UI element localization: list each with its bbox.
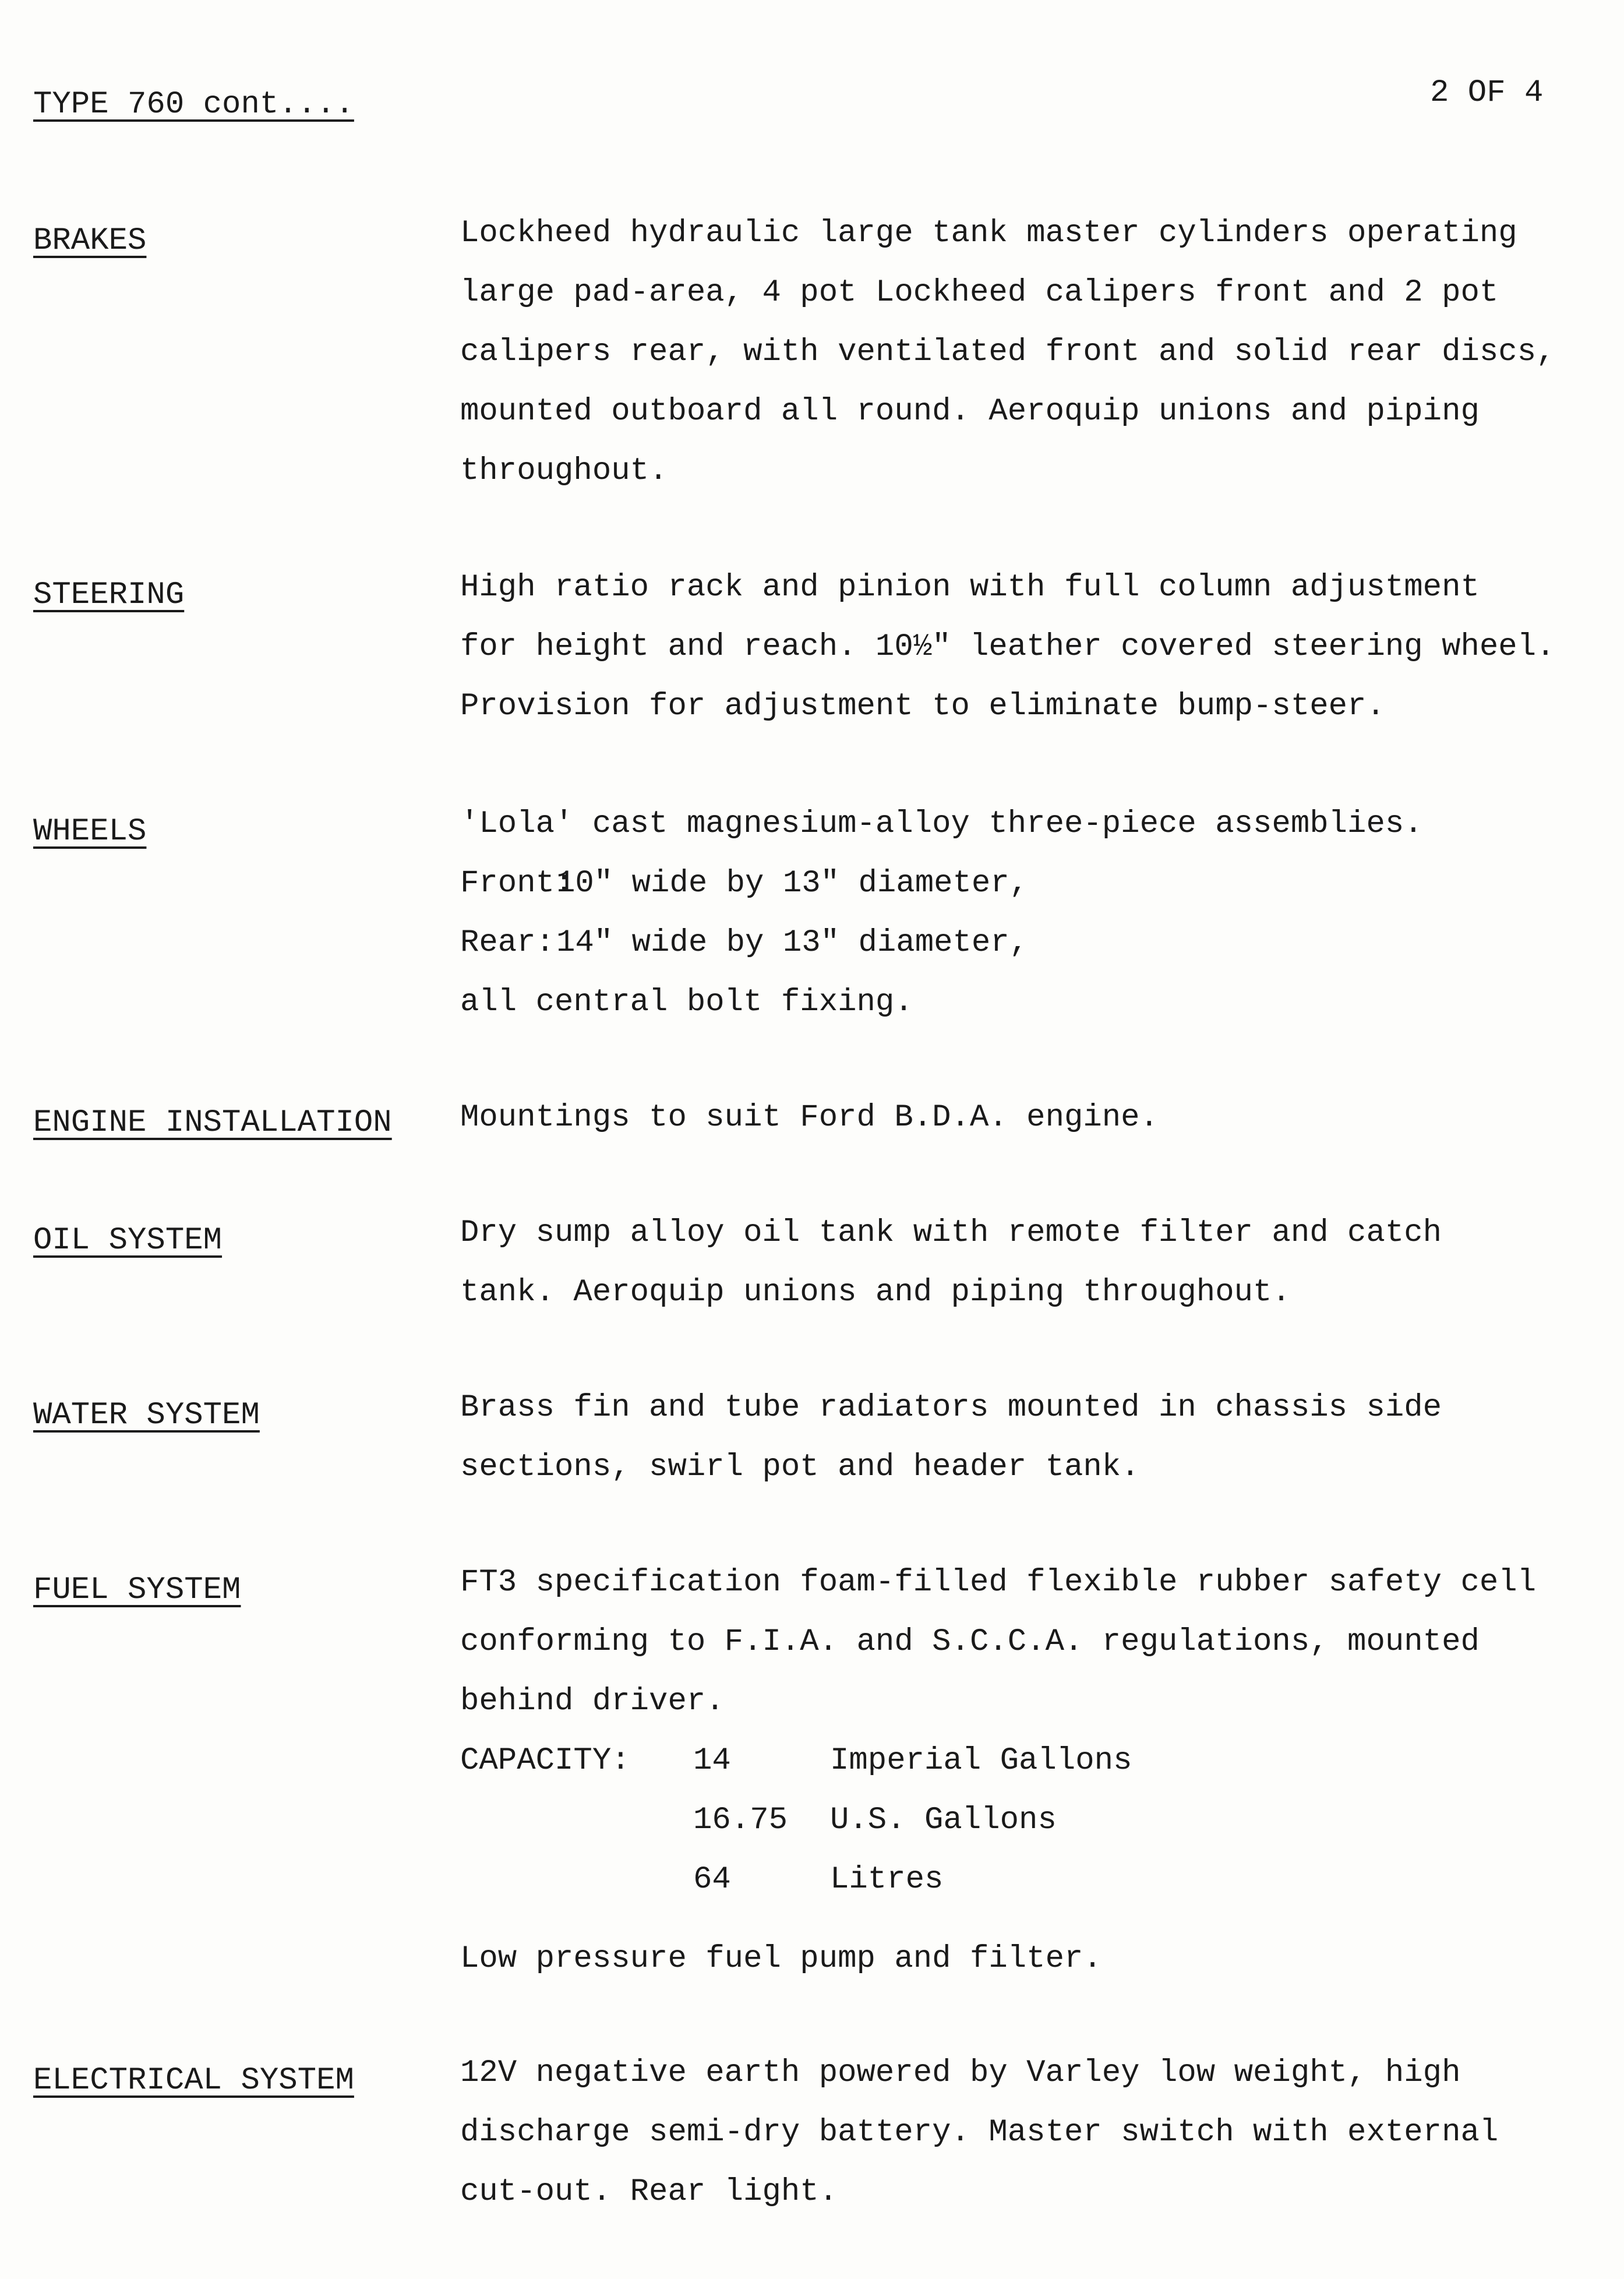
body-line: throughout. [460,453,668,489]
rear-label: Rear: [460,925,555,961]
document-title: TYPE 760 cont.... [33,87,354,122]
section-body-electrical [460,2044,1602,2222]
body-line: Provision for adjustment to eliminate bump-steer. [460,689,1385,724]
body-line: Lockheed hydraulic large tank master cylinders operating [460,216,1517,251]
capacity-value: 16.75 [693,1802,788,1838]
body-line: conforming to F.I.A. and S.C.C.A. regulations, mounted [460,1624,1480,1660]
body-line: Dry sump alloy oil tank with remote filter and catch [460,1215,1442,1251]
capacity-value: 64 [693,1862,731,1897]
body-line: behind driver. [460,1684,725,1719]
section-body-water [460,1378,1602,1497]
body-line: mounted outboard all round. Aeroquip unions and piping [460,394,1480,429]
section-label-engine: ENGINE INSTALLATION [33,1105,392,1141]
section-body-oil [460,1204,1602,1322]
body-line: FT3 specification foam-filled flexible rubber safety cell [460,1565,1537,1600]
body-line: tank. Aeroquip unions and piping throughout. [460,1275,1291,1310]
section-body-wheels [460,795,1602,1032]
rear-value: 14" wide by 13" diameter, [556,925,1029,961]
wheels-front-row [460,854,1602,913]
capacity-unit: U.S. Gallons [830,1802,1057,1838]
section-body-fuel [460,1553,1602,1989]
section-body-engine [460,1088,1602,1148]
capacity-value: 14 [693,1743,731,1779]
capacity-unit: Imperial Gallons [830,1743,1132,1779]
section-body-brakes [460,204,1602,501]
section-label-oil: OIL SYSTEM [33,1223,223,1258]
capacity-label: CAPACITY: [460,1743,630,1779]
capacity-row [460,1731,1602,1791]
section-body-steering [460,558,1602,736]
capacity-row [460,1850,1602,1910]
section-label-electrical: ELECTRICAL SYSTEM [33,2063,354,2098]
body-line: sections, swirl pot and header tank. [460,1449,1140,1485]
section-label-fuel: FUEL SYSTEM [33,1572,241,1608]
body-line: all central bolt fixing. [460,985,913,1020]
body-line: for height and reach. 10½" leather covered steering wheel. [460,629,1555,665]
section-label-steering: STEERING [33,577,185,613]
body-line: large pad-area, 4 pot Lockheed calipers front and 2 pot [460,275,1499,311]
body-line: Low pressure fuel pump and filter. [460,1941,1102,1977]
section-label-brakes: BRAKES [33,223,147,259]
front-value: 10" wide by 13" diameter, [556,866,1029,901]
body-line: 'Lola' cast magnesium-alloy three-piece assemblies. [460,806,1423,842]
front-label: Front: [460,866,574,901]
body-line: Mountings to suit Ford B.D.A. engine. [460,1100,1159,1135]
capacity-unit: Litres [830,1862,944,1897]
capacity-row [460,1791,1602,1850]
wheels-rear-row [460,913,1602,973]
section-label-water: WATER SYSTEM [33,1398,260,1433]
body-line: 12V negative earth powered by Varley low weight, high [460,2055,1461,2091]
body-line: discharge semi-dry battery. Master switch with external [460,2115,1499,2150]
body-line: cut-out. Rear light. [460,2174,838,2210]
body-line: High ratio rack and pinion with full column adjustment [460,570,1480,605]
body-line: Brass fin and tube radiators mounted in chassis side [460,1390,1442,1426]
body-line: calipers rear, with ventilated front and solid rear discs, [460,334,1555,370]
page-number: 2 OF 4 [1430,75,1544,111]
section-label-wheels: WHEELS [33,814,147,849]
